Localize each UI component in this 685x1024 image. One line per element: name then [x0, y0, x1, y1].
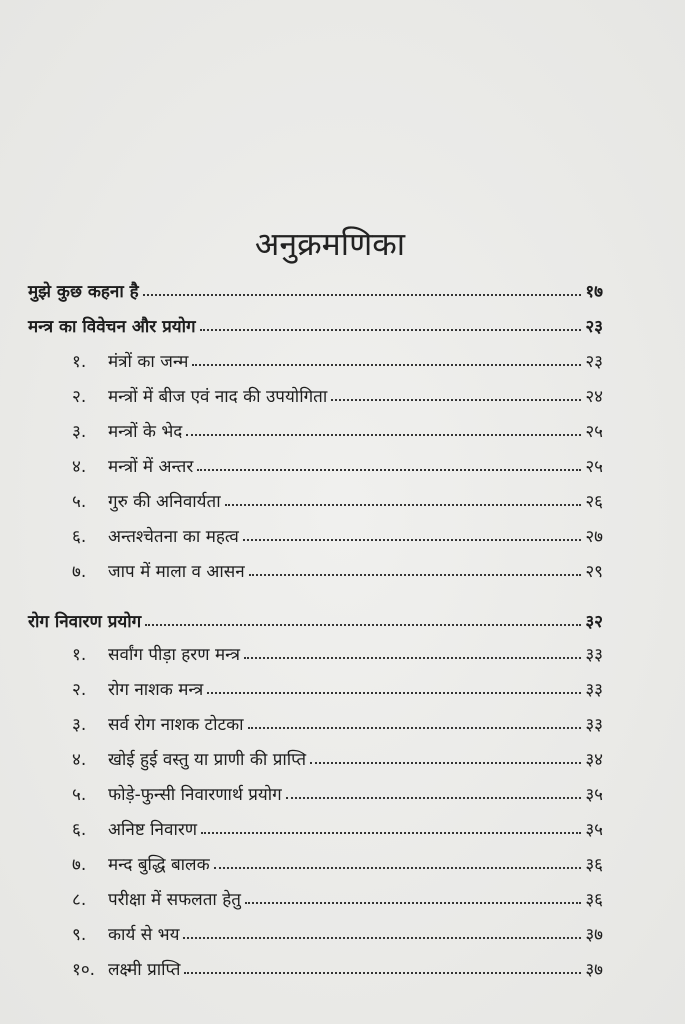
entry-page-number: ३७	[585, 925, 603, 945]
entry-number: ५.	[72, 492, 87, 512]
dot-leader	[192, 364, 581, 366]
entry-title: जाप में माला व आसन	[108, 562, 245, 582]
entry-page-number: ३३	[585, 715, 603, 735]
dot-leader	[214, 867, 582, 869]
entry-number: २.	[72, 387, 87, 407]
entry-title: मंत्रों का जन्म	[108, 352, 189, 372]
dot-leader	[249, 574, 582, 576]
toc-subentry	[72, 950, 603, 980]
entry-title: खोई हुई वस्तु या प्राणी की प्राप्ति	[108, 750, 307, 770]
dot-leader	[243, 539, 581, 541]
entry-page-number: १७	[585, 282, 603, 302]
toc-subentry	[72, 670, 603, 700]
entry-title: मन्त्रों में अन्तर	[108, 457, 194, 477]
entry-page-number: ३६	[585, 890, 603, 910]
entry-page-number: २७	[585, 527, 603, 547]
dot-leader	[331, 399, 581, 401]
entry-number: ७.	[72, 562, 87, 582]
entry-page-number: २४	[585, 387, 603, 407]
entry-number: १.	[72, 352, 87, 372]
dot-leader	[200, 329, 582, 331]
entry-page-number: ३७	[585, 960, 603, 980]
entry-title: सर्वांग पीड़ा हरण मन्त्र	[108, 645, 241, 665]
entry-title: रोग नाशक मन्त्र	[108, 680, 204, 700]
dot-leader	[310, 762, 581, 764]
entry-page-number: २९	[585, 562, 603, 582]
dot-leader	[245, 902, 581, 904]
entry-title: मुझे कुछ कहना है	[28, 282, 139, 302]
entry-number: ४.	[72, 750, 87, 770]
entry-title: मन्त्रों के भेद	[108, 422, 183, 442]
entry-number: ५.	[72, 785, 87, 805]
dot-leader	[145, 624, 581, 626]
toc-subentry	[72, 775, 603, 805]
toc-subentry	[72, 552, 603, 582]
dot-leader	[207, 692, 581, 694]
entry-number: १०.	[72, 960, 96, 980]
entry-number: ९.	[72, 925, 87, 945]
toc-section-entry	[28, 602, 603, 632]
dot-leader	[197, 469, 581, 471]
toc-subentry	[72, 377, 603, 407]
entry-title: मन्द बुद्धि बालक	[108, 855, 210, 875]
toc-subentry	[72, 915, 603, 945]
entry-page-number: २३	[585, 352, 603, 372]
dot-leader	[244, 657, 581, 659]
toc-subentry	[72, 845, 603, 875]
entry-number: १.	[72, 645, 87, 665]
dot-leader	[248, 727, 582, 729]
entry-page-number: ३६	[585, 855, 603, 875]
entry-title: लक्ष्मी प्राप्ति	[108, 960, 181, 980]
entry-page-number: २३	[585, 317, 603, 337]
dot-leader	[201, 832, 581, 834]
entry-page-number: ३२	[585, 612, 603, 632]
toc-subentry	[72, 342, 603, 372]
entry-page-number: ३४	[585, 750, 603, 770]
entry-page-number: २५	[585, 422, 603, 442]
toc-subentry	[72, 810, 603, 840]
entry-page-number: ३३	[585, 680, 603, 700]
entry-title: गुरु की अनिवार्यता	[108, 492, 221, 512]
entry-title: मन्त्रों में बीज एवं नाद की उपयोगिता	[108, 387, 328, 407]
toc-subentry	[72, 635, 603, 665]
toc-subentry	[72, 412, 603, 442]
entry-number: २.	[72, 680, 87, 700]
entry-title: सर्व रोग नाशक टोटका	[108, 715, 244, 735]
dot-leader	[184, 972, 581, 974]
entry-title: मन्त्र का विवेचन और प्रयोग	[28, 317, 196, 337]
entry-page-number: ३५	[585, 820, 603, 840]
toc-subentry	[72, 880, 603, 910]
entry-title: फोड़े-फुन्सी निवारणार्थ प्रयोग	[108, 785, 282, 805]
entry-title: अनिष्ट निवारण	[108, 820, 198, 840]
toc-section-entry	[28, 272, 603, 302]
dot-leader	[225, 504, 582, 506]
entry-number: ८.	[72, 890, 87, 910]
dot-leader	[183, 937, 581, 939]
dot-leader	[186, 434, 581, 436]
entry-page-number: ३५	[585, 785, 603, 805]
entry-number: ६.	[72, 527, 87, 547]
page-title: अनुक्रमणिका	[254, 225, 406, 263]
toc-subentry	[72, 705, 603, 735]
entry-title: परीक्षा में सफलता हेतु	[108, 890, 241, 910]
toc-subentry	[72, 517, 603, 547]
entry-number: ३.	[72, 715, 87, 735]
entry-page-number: ३३	[585, 645, 603, 665]
toc-subentry	[72, 740, 603, 770]
entry-number: ७.	[72, 855, 87, 875]
entry-title: रोग निवारण प्रयोग	[28, 612, 142, 632]
dot-leader	[286, 797, 582, 799]
toc-subentry	[72, 447, 603, 477]
entry-title: अन्तश्चेतना का महत्व	[108, 527, 239, 547]
entry-page-number: २५	[585, 457, 603, 477]
entry-number: ३.	[72, 422, 87, 442]
dot-leader	[143, 294, 582, 296]
entry-number: ६.	[72, 820, 87, 840]
entry-number: ४.	[72, 457, 87, 477]
entry-page-number: २६	[585, 492, 603, 512]
entry-title: कार्य से भय	[108, 925, 180, 945]
toc-subentry	[72, 482, 603, 512]
toc-section-entry	[28, 307, 603, 337]
